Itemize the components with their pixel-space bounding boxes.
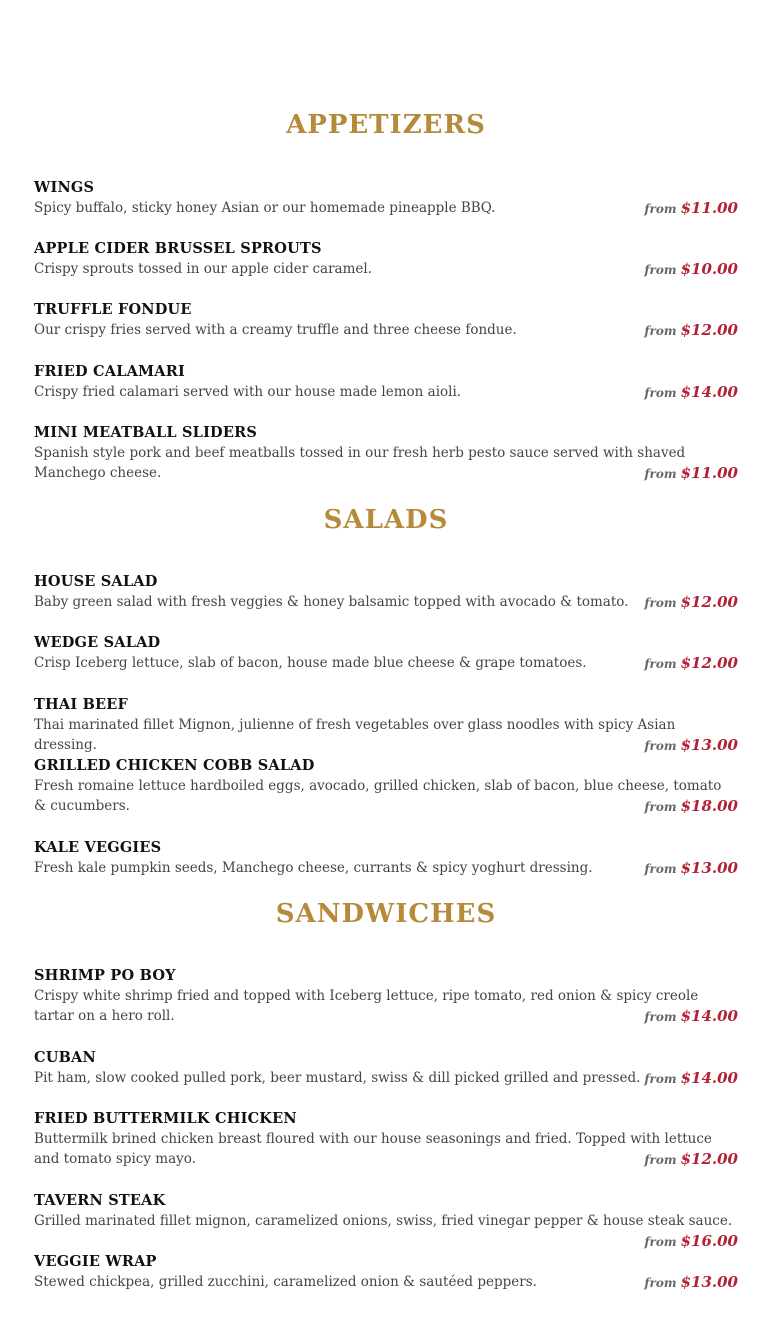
item-name: APPLE CIDER BRUSSEL SPROUTS bbox=[34, 240, 322, 257]
item-description: Grilled marinated fillet mignon, caramelized onions, swiss, fried vinegar pepper & house steak sauce. bbox=[34, 1213, 733, 1229]
item-name: TRUFFLE FONDUE bbox=[34, 301, 192, 318]
item-price bbox=[644, 1068, 738, 1087]
item-price bbox=[644, 259, 738, 278]
price-from-label: from bbox=[644, 1276, 677, 1290]
menu-item bbox=[34, 838, 738, 878]
item-description: Crispy sprouts tossed in our apple cider caramel. bbox=[34, 261, 372, 277]
section-salads bbox=[34, 503, 738, 537]
price-amount: $14.00 bbox=[680, 383, 738, 401]
price-amount: $14.00 bbox=[680, 1007, 738, 1025]
price-from-label: from bbox=[644, 202, 677, 216]
price-from-label: from bbox=[644, 263, 677, 277]
item-description: Baby green salad with fresh veggies & honey balsamic topped with avocado & tomato. bbox=[34, 594, 629, 610]
item-name: WEDGE SALAD bbox=[34, 634, 161, 651]
item-price bbox=[644, 1231, 738, 1250]
item-price bbox=[644, 463, 738, 482]
item-price bbox=[644, 1149, 738, 1168]
price-amount: $12.00 bbox=[680, 321, 738, 339]
item-price bbox=[644, 1006, 738, 1025]
item-price bbox=[644, 796, 738, 815]
item-price bbox=[644, 592, 738, 611]
section-sandwiches bbox=[34, 897, 738, 931]
section-appetizers bbox=[34, 108, 738, 142]
price-from-label: from bbox=[644, 467, 677, 481]
price-from-label: from bbox=[644, 862, 677, 876]
menu-item bbox=[34, 362, 738, 402]
item-name: SHRIMP PO BOY bbox=[34, 967, 176, 984]
menu-item bbox=[34, 423, 738, 483]
price-amount: $12.00 bbox=[680, 654, 738, 672]
menu-item bbox=[34, 300, 738, 340]
price-from-label: from bbox=[644, 739, 677, 753]
item-description: Crispy fried calamari served with our house made lemon aioli. bbox=[34, 384, 462, 400]
item-name: WINGS bbox=[34, 179, 95, 196]
price-amount: $18.00 bbox=[680, 797, 738, 815]
item-description: Thai marinated fillet Mignon, julienne of fresh vegetables over glass noodles with spicy Asian dressing. bbox=[34, 717, 676, 753]
item-description: Spicy buffalo, sticky honey Asian or our homemade pineapple BBQ. bbox=[34, 200, 496, 216]
item-description: Pit ham, slow cooked pulled pork, beer mustard, swiss & dill picked grilled and pressed. bbox=[34, 1070, 641, 1086]
menu-item bbox=[34, 572, 738, 612]
price-amount: $12.00 bbox=[680, 1150, 738, 1168]
price-amount: $16.00 bbox=[680, 1232, 738, 1250]
menu-item bbox=[34, 756, 738, 816]
item-price bbox=[644, 1272, 738, 1291]
item-name: THAI BEEF bbox=[34, 696, 129, 713]
item-name: TAVERN STEAK bbox=[34, 1192, 166, 1209]
menu-item bbox=[34, 239, 738, 279]
item-description: Crispy white shrimp fried and topped with Iceberg lettuce, ripe tomato, red onion & spicy creole tartar on a hero roll. bbox=[34, 988, 699, 1024]
item-description: Spanish style pork and beef meatballs tossed in our fresh herb pesto sauce served with shaved Manchego cheese. bbox=[34, 445, 686, 481]
section-title: SALADS bbox=[323, 505, 449, 535]
menu-item bbox=[34, 633, 738, 673]
item-name: VEGGIE WRAP bbox=[34, 1253, 157, 1270]
item-price bbox=[644, 198, 738, 217]
item-description: Fresh kale pumpkin seeds, Manchego cheese, currants & spicy yoghurt dressing. bbox=[34, 860, 593, 876]
price-from-label: from bbox=[644, 800, 677, 814]
item-name: CUBAN bbox=[34, 1049, 96, 1066]
menu-item bbox=[34, 1252, 738, 1292]
price-from-label: from bbox=[644, 1072, 677, 1086]
item-name: FRIED CALAMARI bbox=[34, 363, 185, 380]
item-price bbox=[644, 320, 738, 339]
price-amount: $13.00 bbox=[680, 1273, 738, 1291]
price-amount: $11.00 bbox=[680, 464, 738, 482]
price-amount: $10.00 bbox=[680, 260, 738, 278]
item-price bbox=[644, 382, 738, 401]
item-description: Our crispy fries served with a creamy truffle and three cheese fondue. bbox=[34, 322, 517, 338]
price-from-label: from bbox=[644, 1153, 677, 1167]
item-description: Buttermilk brined chicken breast floured with our house seasonings and fried. Topped with lettuce and tomato spicy mayo. bbox=[34, 1131, 712, 1167]
item-description: Crisp Iceberg lettuce, slab of bacon, house made blue cheese & grape tomatoes. bbox=[34, 655, 587, 671]
item-name: FRIED BUTTERMILK CHICKEN bbox=[34, 1110, 297, 1127]
menu-item bbox=[34, 178, 738, 218]
price-from-label: from bbox=[644, 596, 677, 610]
price-amount: $13.00 bbox=[680, 736, 738, 754]
menu-item bbox=[34, 695, 738, 755]
item-description: Fresh romaine lettuce hardboiled eggs, avocado, grilled chicken, slab of bacon, blue cheese, tomato & cucumbers. bbox=[34, 778, 722, 814]
price-amount: $11.00 bbox=[680, 199, 738, 217]
item-price bbox=[644, 735, 738, 754]
price-amount: $14.00 bbox=[680, 1069, 738, 1087]
section-title: SANDWICHES bbox=[275, 899, 497, 929]
item-name: MINI MEATBALL SLIDERS bbox=[34, 424, 258, 441]
item-price bbox=[644, 858, 738, 877]
price-from-label: from bbox=[644, 1010, 677, 1024]
item-price bbox=[644, 653, 738, 672]
price-from-label: from bbox=[644, 657, 677, 671]
price-from-label: from bbox=[644, 324, 677, 338]
price-amount: $12.00 bbox=[680, 593, 738, 611]
price-from-label: from bbox=[644, 386, 677, 400]
menu-item bbox=[34, 1048, 738, 1088]
price-amount: $13.00 bbox=[680, 859, 738, 877]
price-from-label: from bbox=[644, 1235, 677, 1249]
item-name: KALE VEGGIES bbox=[34, 839, 162, 856]
item-name: HOUSE SALAD bbox=[34, 573, 158, 590]
menu-item bbox=[34, 966, 738, 1026]
item-name: GRILLED CHICKEN COBB SALAD bbox=[34, 757, 315, 774]
menu-item bbox=[34, 1191, 738, 1250]
menu-item bbox=[34, 1109, 738, 1169]
section-title: APPETIZERS bbox=[286, 110, 486, 140]
item-description: Stewed chickpea, grilled zucchini, caramelized onion & sautéed peppers. bbox=[34, 1274, 537, 1290]
